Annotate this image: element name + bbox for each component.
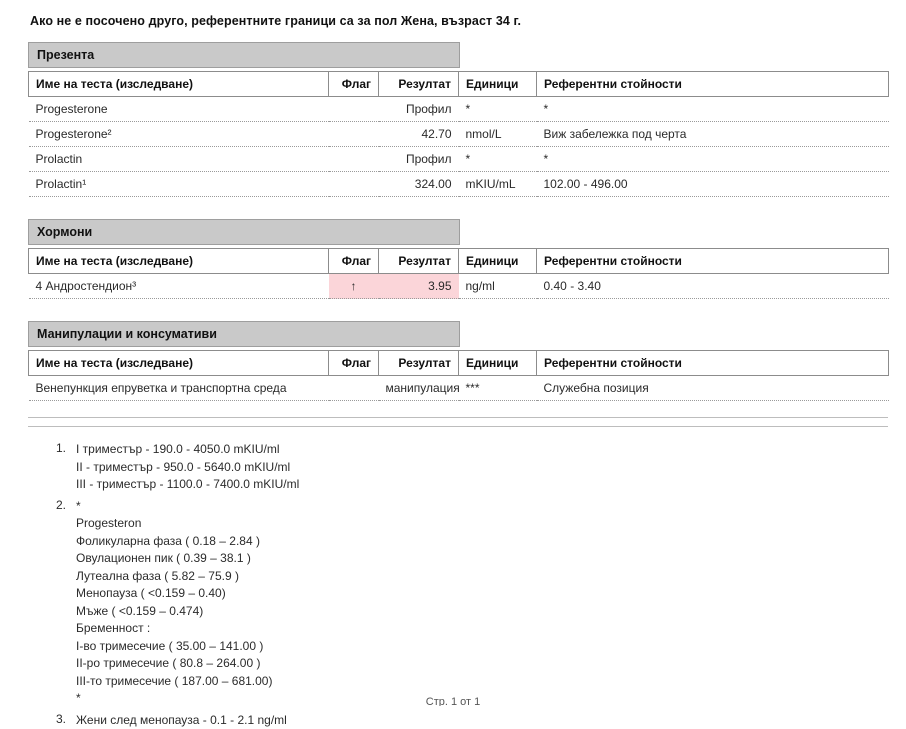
test-units: nmol/L xyxy=(459,122,537,147)
section-spacer xyxy=(28,305,892,321)
test-units: mKIU/mL xyxy=(459,172,537,197)
footnote-body xyxy=(76,498,892,708)
test-result: 42.70 xyxy=(379,122,459,147)
footnote-body xyxy=(76,441,892,494)
column-header-result: Резултат xyxy=(379,72,459,97)
test-flag xyxy=(329,147,379,172)
test-reference: 102.00 - 496.00 xyxy=(537,172,889,197)
test-name: 4 Андростендион³ xyxy=(29,274,329,299)
test-result: Профил xyxy=(379,97,459,122)
section-title: Хормони xyxy=(28,219,460,245)
test-flag xyxy=(329,172,379,197)
test-result: 3.95 xyxy=(379,274,459,299)
test-name: Progesterone xyxy=(29,97,329,122)
column-header-reference: Референтни стойности xyxy=(537,351,889,376)
footnote-item xyxy=(40,712,892,729)
test-units: ng/ml xyxy=(459,274,537,299)
footnote-number: 1. xyxy=(40,441,76,494)
column-header-units: Единици xyxy=(459,72,537,97)
footnote-line: I триместър - 190.0 - 4050.0 mKIU/ml xyxy=(76,441,892,459)
column-header-flag: Флаг xyxy=(329,351,379,376)
section-presenta xyxy=(28,42,892,197)
section-title: Презента xyxy=(28,42,460,68)
results-table xyxy=(28,350,889,401)
test-name: Prolactin xyxy=(29,147,329,172)
section-procedures xyxy=(28,321,892,401)
test-reference: 0.40 - 3.40 xyxy=(537,274,889,299)
test-reference: Виж забележка под черта xyxy=(537,122,889,147)
footnote-body xyxy=(76,712,892,729)
footnote-line: Фоликуларна фаза ( 0.18 – 2.84 ) xyxy=(76,533,892,551)
footnote-line: III-то тримесечие ( 187.00 – 681.00) xyxy=(76,673,892,691)
test-reference: Служебна позиция xyxy=(537,376,889,401)
table-header-row xyxy=(29,351,889,376)
footnote-line: * xyxy=(76,498,892,516)
footnote-item xyxy=(40,498,892,708)
footnote-line: II-ро тримесечие ( 80.8 – 264.00 ) xyxy=(76,655,892,673)
reference-range-notice: Ако не е посочено друго, референтните граници са за пол Жена, възраст 34 г. xyxy=(30,14,892,28)
footnote-line: Овулационен пик ( 0.39 – 38.1 ) xyxy=(76,550,892,568)
test-flag xyxy=(329,97,379,122)
section-spacer xyxy=(28,203,892,219)
test-reference: * xyxy=(537,147,889,172)
footnote-line: Бременност : xyxy=(76,620,892,638)
test-flag-high: ↑ xyxy=(329,274,379,299)
test-units: * xyxy=(459,147,537,172)
column-header-flag: Флаг xyxy=(329,72,379,97)
test-result: манипулация xyxy=(379,376,459,401)
column-header-name: Име на теста (изследване) xyxy=(29,351,329,376)
column-header-result: Резултат xyxy=(379,249,459,274)
footnote-line: II - триместър - 950.0 - 5640.0 mKIU/ml xyxy=(76,459,892,477)
footnote-line: Жени след менопауза - 0.1 - 2.1 ng/ml xyxy=(76,712,892,729)
column-header-units: Единици xyxy=(459,351,537,376)
footnote-line: Progesteron xyxy=(76,515,892,533)
page-footer: Стр. 1 от 1 xyxy=(0,696,906,706)
column-header-reference: Референтни стойности xyxy=(537,249,889,274)
section-title: Манипулации и консумативи xyxy=(28,321,460,347)
column-header-reference: Референтни стойности xyxy=(537,72,889,97)
column-header-flag: Флаг xyxy=(329,249,379,274)
test-name: Венепункция епруветка и транспортна среда xyxy=(29,376,329,401)
footnote-number: 3. xyxy=(40,712,76,729)
footnote-line: Лутеална фаза ( 5.82 – 75.9 ) xyxy=(76,568,892,586)
footnote-line: * xyxy=(76,690,892,708)
results-table xyxy=(28,71,889,197)
table-header-row xyxy=(29,249,889,274)
footnote-line: I-во тримесечие ( 35.00 – 141.00 ) xyxy=(76,638,892,656)
table-row xyxy=(29,376,889,401)
test-name: Prolactin¹ xyxy=(29,172,329,197)
footnotes-divider-bottom xyxy=(28,426,888,427)
test-flag xyxy=(329,376,379,401)
section-hormones xyxy=(28,219,892,299)
test-name: Progesterone² xyxy=(29,122,329,147)
footnotes xyxy=(40,441,892,729)
column-header-units: Единици xyxy=(459,249,537,274)
footnote-line: Менопауза ( <0.159 – 0.40) xyxy=(76,585,892,603)
column-header-name: Име на теста (изследване) xyxy=(29,72,329,97)
test-result: 324.00 xyxy=(379,172,459,197)
results-table xyxy=(28,248,889,299)
footnote-line: III - триместър - 1100.0 - 7400.0 mKIU/ml xyxy=(76,476,892,494)
test-flag xyxy=(329,122,379,147)
footnotes-divider-top xyxy=(28,417,888,418)
table-row xyxy=(29,147,889,172)
table-row xyxy=(29,122,889,147)
column-header-name: Име на теста (изследване) xyxy=(29,249,329,274)
table-header-row xyxy=(29,72,889,97)
test-units: *** xyxy=(459,376,537,401)
test-units: * xyxy=(459,97,537,122)
test-result: Профил xyxy=(379,147,459,172)
table-row xyxy=(29,97,889,122)
footnote-line: Мъже ( <0.159 – 0.474) xyxy=(76,603,892,621)
table-row xyxy=(29,172,889,197)
column-header-result: Резултат xyxy=(379,351,459,376)
test-reference: * xyxy=(537,97,889,122)
footnote-item xyxy=(40,441,892,494)
footnote-number: 2. xyxy=(40,498,76,708)
table-row xyxy=(29,274,889,299)
